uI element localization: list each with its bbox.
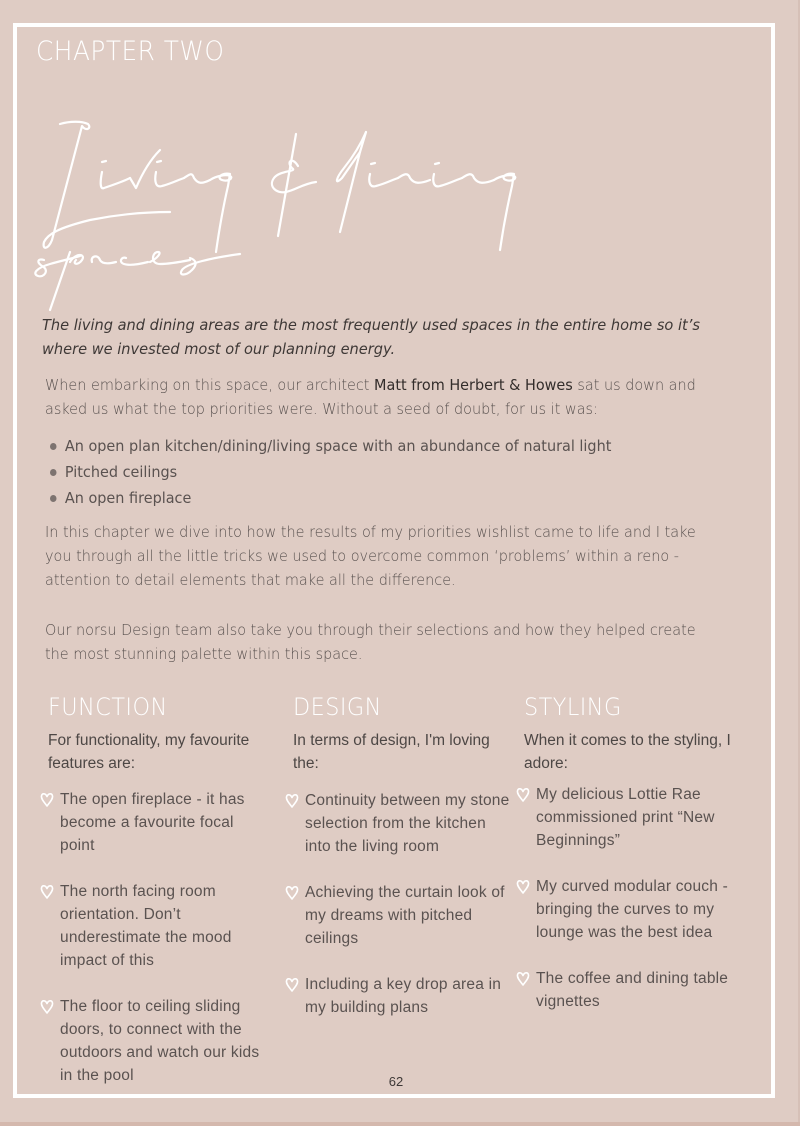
priorities-list: [50, 433, 611, 511]
list-item: The north facing room orientation. Don’t underestimate the mood impact of this: [40, 880, 270, 972]
heart-outline-icon: [285, 977, 299, 992]
list-item: Including a key drop area in my building plans: [285, 973, 510, 1019]
lead-paragraph: The living and dining areas are the most frequently used spaces in the entire home so it’s where we invested most of our planning energy.: [42, 316, 700, 358]
list-item: The open fireplace - it has become a favourite focal point: [40, 788, 270, 857]
heart-outline-icon: [40, 884, 54, 899]
architect-name: Matt from Herbert & Howes: [374, 376, 573, 394]
priority-text: An open fireplace: [64, 489, 192, 507]
dot-icon: [50, 443, 57, 450]
chapter-label: CHAPTER TWO: [36, 36, 225, 67]
intro-text-after: sat us down and asked us what the top priorities were. Without a seed of doubt, for us it was:: [45, 376, 696, 418]
styling-list: [516, 783, 761, 1013]
column-intro: For functionality, my favourite features are:: [48, 732, 250, 772]
styling-column: [516, 693, 761, 1036]
dot-icon: [50, 495, 57, 502]
list-item: The floor to ceiling sliding doors, to connect with the outdoors and watch our kids in the pool: [40, 995, 270, 1087]
heart-outline-icon: [40, 999, 54, 1014]
column-heading: STYLING: [524, 693, 622, 721]
list-item: Continuity between my stone selection from the kitchen into the living room: [285, 789, 510, 858]
heart-outline-icon: [285, 793, 299, 808]
column-intro: In terms of design, I'm loving the:: [293, 732, 490, 772]
intro-text-before: When embarking on this space, our architect: [45, 376, 375, 394]
column-heading: DESIGN: [293, 693, 382, 721]
chapter-overview-paragraph: In this chapter we dive into how the results of my priorities wishlist came to life and I take you through all the little tricks we used to overcome common ‘problems’ within a reno - attention to detail elements that make all the difference.: [45, 523, 696, 589]
list-item: My curved modular couch - bringing the curves to my lounge was the best idea: [516, 875, 761, 944]
priority-item: [50, 459, 611, 485]
design-column: [285, 693, 510, 1042]
list-item: My delicious Lottie Rae commissioned print “New Beginnings”: [516, 783, 761, 852]
priority-text: An open plan kitchen/dining/living space with an abundance of natural light: [64, 437, 612, 455]
heart-outline-icon: [516, 787, 530, 802]
design-list: [285, 789, 510, 1019]
priority-text: Pitched ceilings: [64, 463, 178, 481]
priority-item: [50, 485, 611, 511]
design-team-paragraph: Our norsu Design team also take you through their selections and how they helped create the most stunning palette within this space.: [45, 621, 696, 663]
function-list: [40, 788, 270, 1087]
page-number: 62: [388, 1074, 404, 1089]
heart-outline-icon: [285, 885, 299, 900]
intro-paragraph: [45, 373, 715, 421]
column-heading: FUNCTION: [48, 693, 168, 721]
list-item: Achieving the curtain look of my dreams with pitched ceilings: [285, 881, 510, 950]
dot-icon: [50, 469, 57, 476]
priority-item: [50, 433, 611, 459]
heart-outline-icon: [516, 879, 530, 894]
column-intro: When it comes to the styling, I adore:: [524, 732, 731, 772]
chapter-title: [30, 112, 710, 312]
list-item: The coffee and dining table vignettes: [516, 967, 761, 1013]
heart-outline-icon: [40, 792, 54, 807]
function-column: [40, 693, 270, 1110]
script-title-graphic: [30, 112, 710, 312]
heart-outline-icon: [516, 971, 530, 986]
